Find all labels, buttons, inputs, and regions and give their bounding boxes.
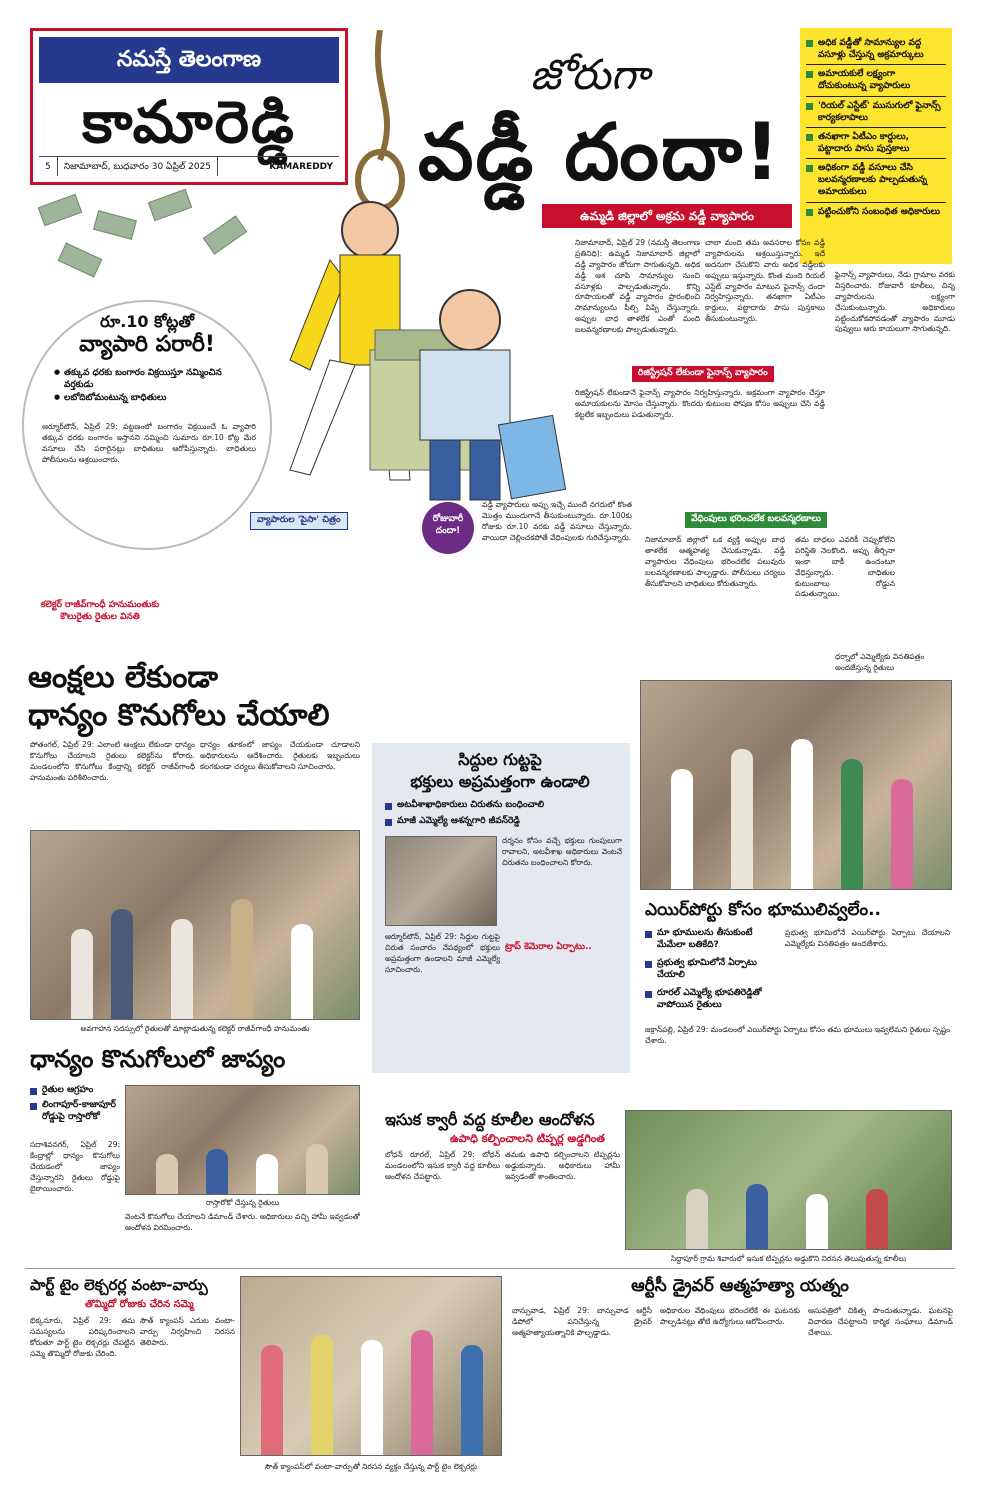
lead-headline: వడ్డీ దందా!: [418, 108, 782, 198]
sand-headline: ఇసుక క్వారీ వద్ద కూలీల ఆందోళన: [385, 1110, 595, 1129]
temple-body-1: ఆర్మూర్‌టౌన్, ఏప్రిల్ 29: సిద్దుల గుట్టపై చిరుత సంచారం నేపథ్యంలో భక్తులు అప్రమత్తంగా ఉండాలని మాజీ ఎమ్మెల్యే సూచించారు.: [385, 932, 500, 974]
cartoon-illustration: [270, 30, 570, 510]
lead-column-5: వడ్డీ వ్యాపారులు అప్పు ఇచ్చే ముందే నగదులో కొంత మొత్తం ముందుగానే తీసుకుంటున్నారు. రూ.100కు రోజుకు రూ.10 వరకు వడ్డీ వసూలు చేస్తున్నారు. వాయిదా చెల్లించకపోతే వేధింపులకు గురిచేస్తున్నారు.: [482, 500, 632, 542]
airport-bullet: రూరల్ ఎమ్మెల్యే భూపతిరెడ్డితో వాపోయిన రైతులు: [645, 988, 780, 1011]
airport-top-caption: ధర్నాలో ఎమ్మెల్యేకు వినతిపత్రం అందజేస్తున్న రైతులు: [835, 652, 925, 672]
temple-bullet: అటవీశాఖాధికారులు చిరుతను బంధించాలి: [385, 800, 620, 812]
airport-bullet: మా భూములను తీసుకుంటే మేమేలా బతికేది?: [645, 928, 780, 951]
crook-kicker: రూ.10 కోట్లతో: [100, 312, 194, 331]
airport-body-1: జక్రాన్‌పల్లి, ఏప్రిల్ 29: మండలంలో ఎయిర్‌పోర్టు ఏర్పాటు కోసం తమ భూములు ఇవ్వలేమని రైతులు స్పష్టం చేశారు.: [645, 1025, 950, 1045]
crook-headline: వ్యాపారి పరారీ!: [79, 332, 215, 357]
sand-caption: సిద్దాపూర్ గ్రామ శివారులో ఇసుక టిప్పర్లను అడ్డుకొని నిరసన తెలుపుతున్న కూలీలు: [670, 1254, 907, 1263]
lead-column-7: తమ బాధలు ఎవరికీ చెప్పుకోలేని పరిస్థితి నెలకొంది. అప్పు తీర్చినా ఇంకా బాకీ ఉందంటూ వేధిస్తున్నారు. బాధితుల కుటుంబాలు రోడ్డున పడుతున్నాయి.: [795, 535, 895, 599]
delay-caption: రాస్తారోకో చేస్తున్న రైతులు: [205, 1198, 280, 1207]
highlight-item: అమాయకులే లక్ష్యంగా దోచుకుంటున్న వ్యాపారులు: [806, 65, 946, 96]
lecturers-body-2: సౌత్ క్యాంపస్ ఎదుట వంటా-వార్పు నిర్వహించి నిరసన తెలిపారు.: [140, 1316, 235, 1347]
airport-headline: ఎయిర్‌పోర్టు కోసం భూములివ్వలేం..: [645, 900, 881, 920]
temple-headline-2: భక్తులు అప్రమత్తంగా ఉండాలి: [410, 772, 590, 791]
driver-body-3: ఆసుపత్రిలో చికిత్స పొందుతున్నాడు. ఘటనపై విచారణ చేపట్టాలని కార్మిక సంఘాలు డిమాండ్ చేశాయి.: [808, 1306, 953, 1337]
temple-body-2: దర్శనం కోసం వచ్చే భక్తులు గుంపులుగా రావాలని, అటవీశాఖ అధికారులు వెంటనే చిరుతను బంధించాలని కోరారు.: [502, 836, 622, 867]
lead-tag-suicides: వేధింపులు భరించలేక బలవన్మరణాలు: [685, 512, 827, 528]
lead-subhead: ఉమ్మడి జిల్లాలో అక్రమ వడ్డీ వ్యాపారం: [542, 204, 792, 228]
lead-tag-paisa: వ్యాపారుల 'పైసా' చిత్రం: [250, 512, 348, 530]
highlight-item: తనఖాగా ఏటీఎం కార్డులు, పట్టాదారు పాసు పుస్తకాలు: [806, 128, 946, 159]
delay-body-1: సదాశివనగర్, ఏప్రిల్ 29: కేంద్రాల్లో ధాన్యం కొనుగోలు చేయడంలో జాప్యం చేస్తున్నారని రైతులు రోడ్డుపై బైఠాయించారు.: [30, 1140, 120, 1193]
grain-headline-2: ధాన్యం కొనుగోలు చేయాలి: [28, 698, 330, 733]
page-number: 5: [39, 157, 58, 176]
lead-column-1: నిజామాబాద్, ఏప్రిల్ 29 (నమస్తే తెలంగాణ ప్రతినిధి): ఉమ్మడి నిజామాబాద్ జిల్లాలో వడ్డీ వ్యాపారం జోరుగా సాగుతున్నది. అధిక వడ్డీ ఆశ చూపి సామాన్యుల నుంచి వసూళ్లకు పాల్పడుతున్నారు. కొన్ని రూపాయలతో వడ్డీ వ్యాపారం ప్రారంభించి సామాన్యులను పీల్చి పిప్పి చేస్తున్నారు. అప్పుల బాధ తాళలేక ఎంతో మంది బలవన్మరణాలకు పాల్పడుతున్నారు.: [575, 238, 700, 334]
highlight-item: అధికంగా వడ్డీ వసూలు చేసి బలవన్మరణాలకు పాల్పడుతున్న అమాయకులు: [806, 159, 946, 202]
highlight-item: పట్టించుకోని సంబంధిత అధికారులు: [806, 203, 946, 221]
lecturers-headline: పార్ట్ టైం లెక్చరర్ల వంటా-వార్పు: [30, 1276, 208, 1294]
delay-headline: ధాన్యం కొనుగోలులో జాప్యం: [30, 1045, 286, 1073]
grain-photo: [30, 830, 360, 1020]
delay-photo: [125, 1085, 360, 1195]
driver-body-2: అధికారుల వేధింపులు భరించలేకే ఈ ఘటనకు పాల్పడినట్లు తోటి ఉద్యోగులు ఆరోపించారు.: [660, 1306, 800, 1326]
crook-bullets: [54, 368, 254, 407]
crook-bullet: ● లబోదిబోమంటున్న బాధితులు: [54, 393, 254, 405]
lead-column-4: రిజిస్ట్రేషన్ లేకుండానే ఫైనాన్స్ వ్యాపారం నిర్వహిస్తున్నారు. అక్రమంగా వ్యాపారం చేస్తూ అమాయకులను మోసం చేస్తున్నారు. కొందరు కుటుంబ పోషణ కోసం అప్పులు చేసి వడ్డీ కట్టలేక ఇబ్బందులు పడుతున్నారు.: [575, 388, 825, 419]
lead-column-2: చాలా మంది తమ అవసరాల కోసం వడ్డీ వ్యాపారులను ఆశ్రయిస్తున్నారు. ఇదే అదనుగా చేసుకొని వారు అధిక వడ్డీలకు అప్పులు ఇస్తున్నారు. కొంత మంది రియల్ ఎస్టేట్ వ్యాపారం మాటున ఫైనాన్స్ దందా నిర్వహిస్తున్నారు. తనఖాగా ఏటీఎం కార్డులు, పట్టాదారు పాసు పుస్తకాలు తీసుకుంటున్నారు.: [705, 238, 825, 324]
highlight-item: 'రియల్ ఎస్టేట్' ముసుగులో ఫైనాన్స్ కార్యకలాపాలు: [806, 97, 946, 128]
lead-kicker: జోరుగా: [530, 50, 650, 99]
crook-bullet: ● తక్కువ ధరకు బంగారం విక్రయిస్తూ నమ్మించిన వర్తకుడు: [54, 368, 254, 391]
lecturers-subhead: తొమ్మిదో రోజుకు చేరిన సమ్మె: [85, 1299, 194, 1310]
lead-badge: రోజువారీ దందా!: [422, 502, 474, 554]
delay-bullet: లింగాపూర్-కాజాపూర్ రోడ్డుపై రాస్తారోకో: [30, 1100, 125, 1123]
sand-body-1: బోధన్ రూరల్, ఏప్రిల్ 29: బోధన్ మండలంలోని ఇసుక క్వారీ వద్ద కూలీలు ఆందోళన చేపట్టారు.: [385, 1150, 500, 1181]
lead-tag-registration: రిజిస్ట్రేషన్ లేకుండా ఫైనాన్స్ వ్యాపారం: [632, 366, 774, 382]
dateline: నిజామాబాద్, బుధవారం 30 ఏప్రిల్ 2025: [58, 157, 218, 176]
sand-photo: [625, 1110, 952, 1250]
airport-photo: [640, 680, 952, 890]
driver-body-1: బాన్సువాడ, ఏప్రిల్ 29: బాన్సువాడ ఆర్టీసీ డిపోలో పనిచేస్తున్న డ్రైవర్ ఆత్మహత్యాయత్నానికి పాల్పడ్డాడు.: [512, 1306, 652, 1337]
grain-kicker: కలెక్టర్ రాజీవ్‌గాంధీ హనుమంతుకు కౌలురైతు రైతుల వినతి: [40, 600, 160, 622]
edition-en: KAMAREDDY: [269, 162, 333, 172]
airport-body-2: ప్రభుత్వ భూమిలోనే ఎయిర్‌పోర్టు ఏర్పాటు చేయాలని ఎమ్మెల్యేకు వినతిపత్రం అందజేశారు.: [785, 928, 950, 948]
crook-body: ఆర్మూర్‌టౌన్, ఏప్రిల్ 29: పట్టణంలో బంగారం విక్రయించే ఓ వ్యాపారి తక్కువ ధరకు బంగారం ఇస్తానని నమ్మించి సుమారు రూ.10 కోట్ల మేర వసూలు చేసి పరారైనట్లు బాధితులు ఆరోపిస్తున్నారు. బాధితులు పోలీసులను ఆశ్రయించారు.: [42, 422, 256, 464]
sand-body-2: తమకు ఉపాధి కల్పించాలని టిప్పర్లను అడ్డుకున్నారు. అధికారులు హామీ ఇవ్వడంతో శాంతించారు.: [505, 1150, 620, 1181]
airport-bullet: ప్రభుత్వ భూమిలోనే ఏర్పాటు చేయాలి: [645, 958, 780, 981]
driver-headline: ఆర్టీసీ డ్రైవర్ ఆత్మహత్యా యత్నం: [631, 1276, 849, 1296]
grain-caption: అవగాహన సదస్సులో రైతులతో మాట్లాడుతున్న కలెక్టర్ రాజీవ్‌గాంధీ హనుమంతు: [80, 1024, 310, 1033]
lecturers-photo: [240, 1276, 502, 1456]
temple-headline-1: సిద్దుల గుట్టపై: [458, 750, 542, 769]
lead-column-6: నిజామాబాద్ జిల్లాలో ఒక వ్యక్తి అప్పుల బాధ తాళలేక ఆత్మహత్య చేసుకున్నాడు. వడ్డీ వ్యాపారుల వేధింపులు భరించలేక పలువురు బలవన్మరణాలకు పాల్పడ్డారు. పోలీసులు చర్యలు తీసుకోవాలని బాధితులు కోరుతున్నారు.: [645, 535, 785, 588]
lead-highlights-box: [800, 28, 952, 264]
grain-body-1: పోతంగల్, ఏప్రిల్ 29: ఎలాంటి ఆంక్షలు లేకుండా ధాన్యం కొనుగోలు చేయాలని రైతులు కలెక్టర్‌ను కోరారు. మండలంలోని కొనుగోలు కేంద్రాన్ని కలెక్టర్ రాజీవ్‌గాంధీ హనుమంతు పరిశీలించారు.: [30, 740, 195, 782]
section-divider: [25, 1268, 955, 1269]
brand-name: నమస్తే తెలంగాణ: [39, 37, 339, 83]
delay-body-2: వెంటనే కొనుగోలు చేయాలని డిమాండ్ చేశారు. అధికారులు వచ్చి హామీ ఇవ్వడంతో ఆందోళన విరమించారు.: [125, 1212, 360, 1232]
lead-column-3: ఫైనాన్స్ వ్యాపారులు, నేడు గ్రామాల వరకు విస్తరించారు. రోజువారీ కూలీలు, చిన్న వ్యాపారులను లక్ష్యంగా చేసుకుంటున్నారు. అధికారులు పట్టించుకోకపోవడంతో వ్యాపారం మూడు పువ్వులు ఆరు కాయలుగా సాగుతున్నది.: [835, 270, 955, 334]
temple-bullet: మాజీ ఎమ్మెల్యే ఆశన్నగారి జీవన్‌రెడ్డి: [385, 816, 620, 828]
temple-subhead: ట్రాప్ కెమెరాల ఏర్పాటు..: [505, 942, 592, 952]
delay-bullet: రైతుల ఆగ్రహం: [30, 1085, 120, 1097]
grain-headline-1: ఆంక్షలు లేకుండా: [28, 660, 219, 695]
lecturers-caption: సౌత్ క్యాంపస్‌లో వంటా-వార్పుతో నిరసన వ్యక్తం చేస్తున్న పార్ట్ టైం లెక్చరర్లు: [264, 1462, 478, 1471]
grain-body-2: ధాన్యం తూకంలో జాప్యం చేయకుండా చూడాలని అధికారులను ఆదేశించారు. రైతులకు ఇబ్బందులు కలగకుండా చర్యలు తీసుకోవాలని సూచించారు.: [200, 740, 360, 771]
edition-name: కామారెడ్డి: [82, 88, 296, 156]
highlight-item: అధిక వడ్డీతో సామాన్యుల వద్ద వసూళ్లు చేస్తున్న అక్రమార్కులు: [806, 34, 946, 65]
lecturers-body-1: భిక్కనూరు, ఏప్రిల్ 29: తమ సమస్యలను పరిష్కరించాలని కోరుతూ పార్ట్ టైం లెక్చరర్లు చేపట్టిన సమ్మె తొమ్మిదో రోజుకు చేరింది.: [30, 1316, 135, 1358]
crook-story: [22, 300, 272, 550]
leopard-photo: [385, 836, 497, 926]
sand-subhead: ఉపాధి కల్పించాలని టిప్పర్ల అడ్డగింత: [450, 1132, 605, 1145]
